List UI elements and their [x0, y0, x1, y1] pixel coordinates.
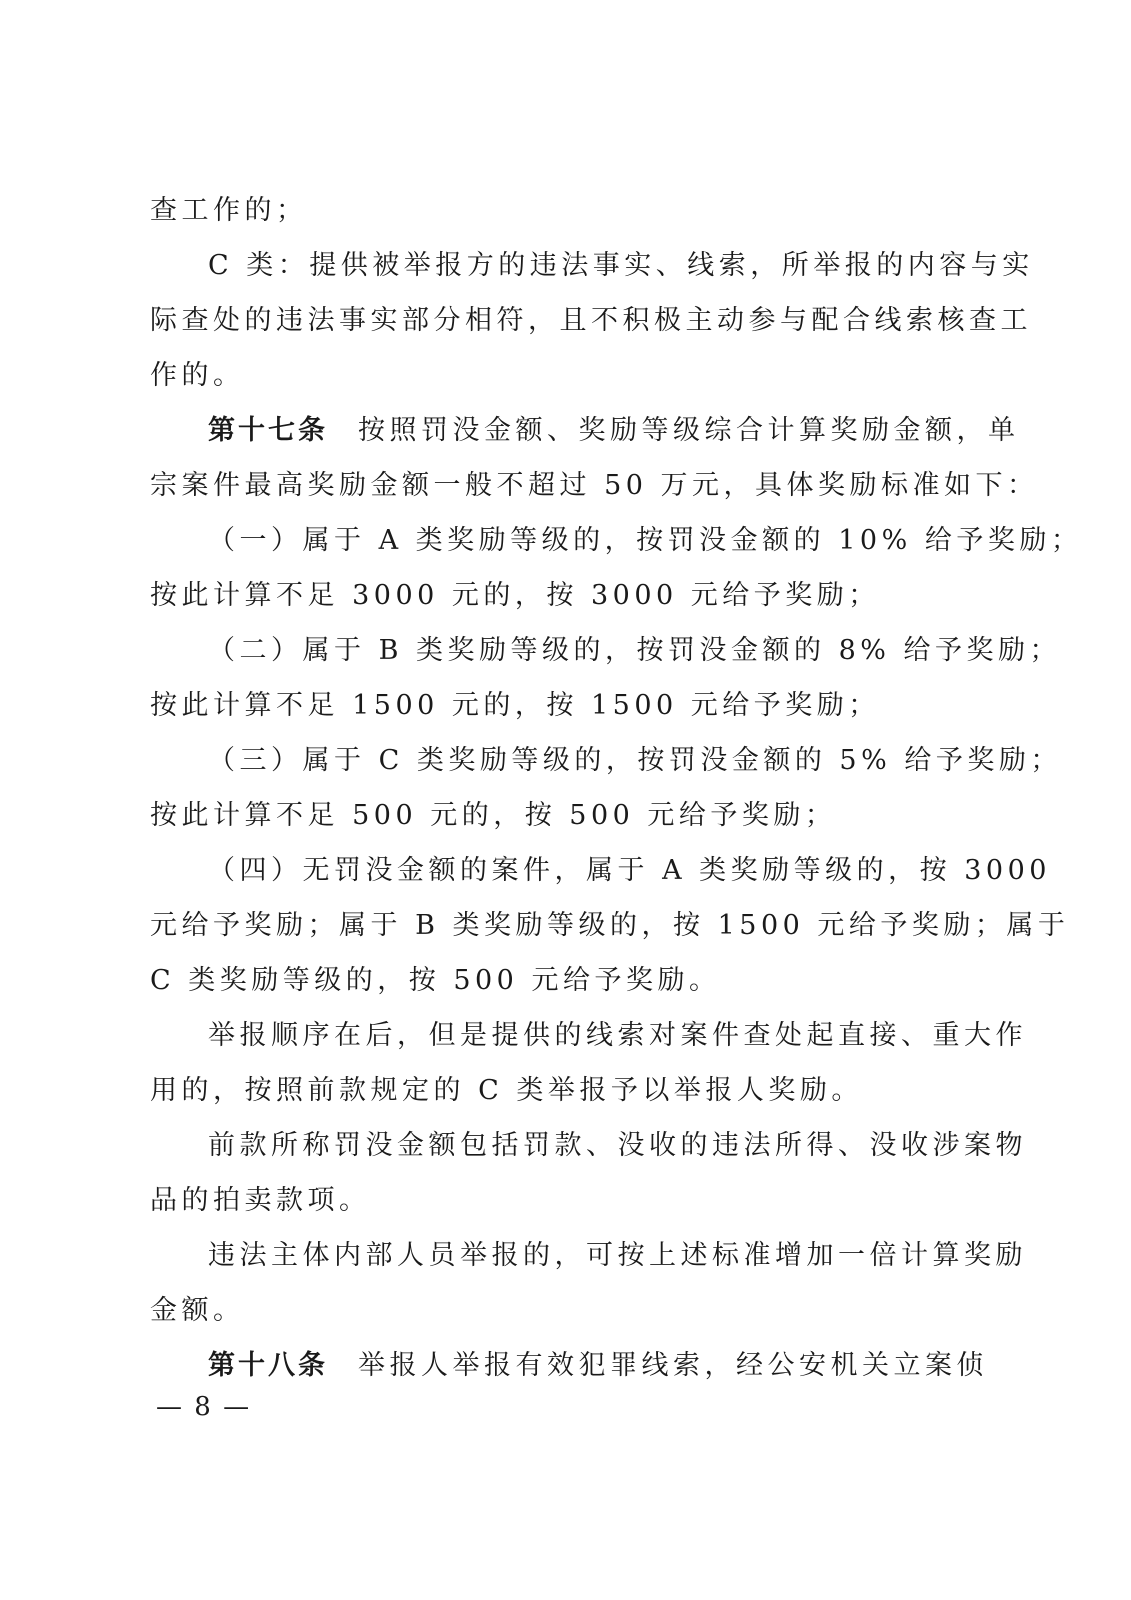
- page-number: — 8 —: [156, 1392, 252, 1422]
- text-line: 按此计算不足 500 元的，按 500 元给予奖励；: [150, 800, 837, 831]
- text-line: 际查处的违法事实部分相符，且不积极主动参与配合线索核查工: [150, 305, 1032, 336]
- text-line: 作的。: [150, 360, 245, 391]
- article-17-heading: 第十七条: [208, 415, 328, 446]
- article-18-heading: 第十八条: [208, 1350, 328, 1381]
- text-line: 金额。: [150, 1295, 245, 1326]
- text-line: C 类奖励等级的，按 500 元给予奖励。: [150, 965, 721, 996]
- text-line: 元给予奖励；属于 B 类奖励等级的，按 1500 元给予奖励；属于: [150, 910, 1070, 941]
- text-line: 违法主体内部人员举报的，可按上述标准增加一倍计算奖励: [208, 1240, 1027, 1271]
- text-line: 举报顺序在后，但是提供的线索对案件查处起直接、重大作: [208, 1020, 1027, 1051]
- text-line: 宗案件最高奖励金额一般不超过 50 万元，具体奖励标准如下：: [150, 470, 1039, 501]
- text-line: 按照罚没金额、奖励等级综合计算奖励金额，单: [358, 415, 1020, 446]
- text-line: （一）属于 A 类奖励等级的，按罚没金额的 10% 给予奖励；: [208, 525, 1083, 556]
- text-line: C 类：提供被举报方的违法事实、线索，所举报的内容与实: [208, 250, 1034, 281]
- text-line: 前款所称罚没金额包括罚款、没收的违法所得、没收涉案物: [208, 1130, 1027, 1161]
- text-line: 举报人举报有效犯罪线索，经公安机关立案侦: [358, 1350, 988, 1381]
- text-line: 按此计算不足 3000 元的，按 3000 元给予奖励；: [150, 580, 880, 611]
- text-line: （三）属于 C 类奖励等级的，按罚没金额的 5% 给予奖励；: [208, 745, 1062, 776]
- text-line: 品的拍卖款项。: [150, 1185, 371, 1216]
- text-line: 用的，按照前款规定的 C 类举报予以举报人奖励。: [150, 1075, 863, 1106]
- text-line: （四）无罚没金额的案件，属于 A 类奖励等级的，按 3000: [208, 855, 1051, 886]
- text-line: （二）属于 B 类奖励等级的，按罚没金额的 8% 给予奖励；: [208, 635, 1062, 666]
- document-page: [150, 183, 1083, 1393]
- article-18-first-line: [150, 1338, 988, 1393]
- text-line: 按此计算不足 1500 元的，按 1500 元给予奖励；: [150, 690, 880, 721]
- article-17-first-line: [150, 403, 1020, 458]
- text-line: 查工作的；: [150, 195, 308, 226]
